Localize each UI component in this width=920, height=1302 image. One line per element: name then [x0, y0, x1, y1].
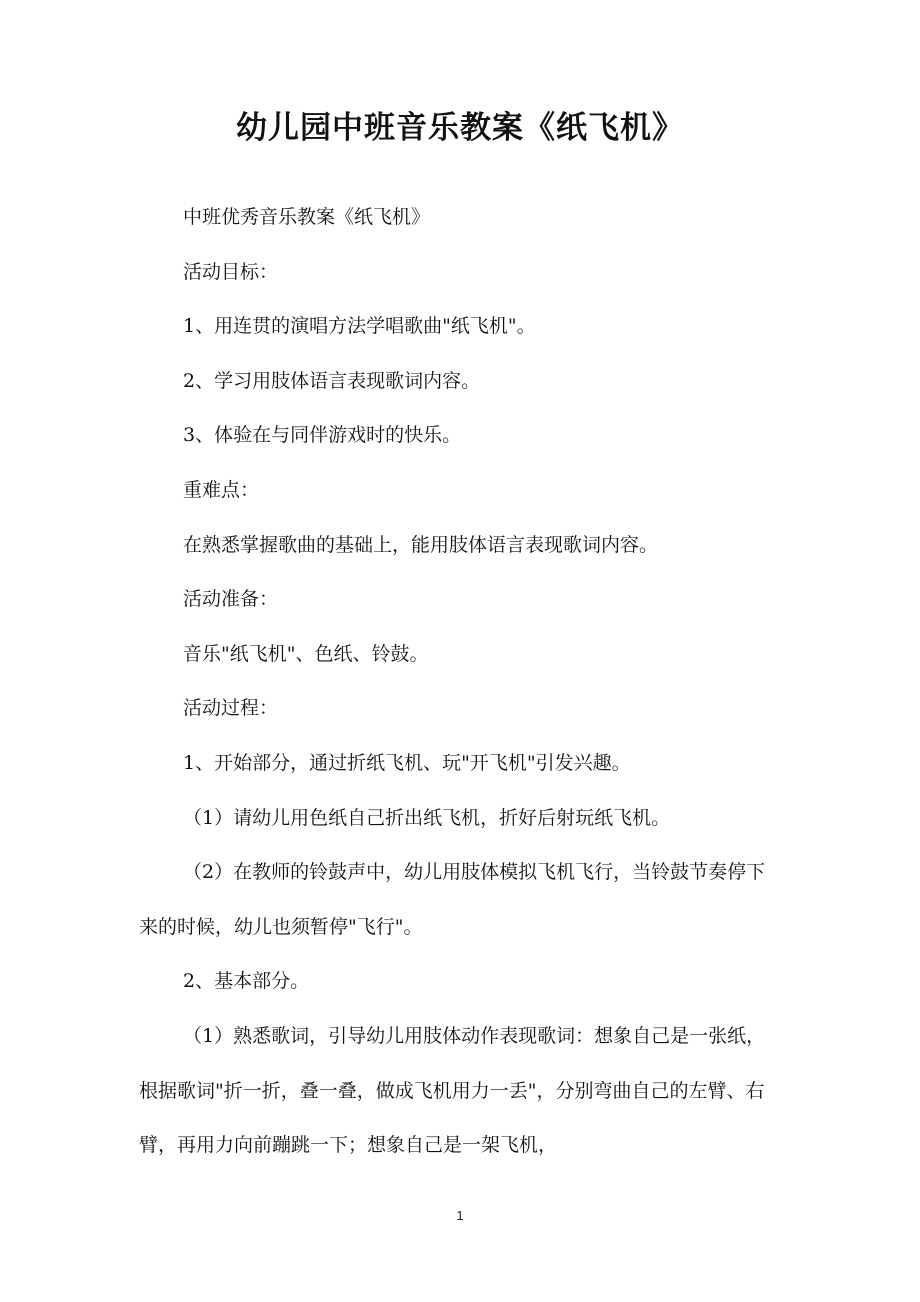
paragraph-process-step-1-1: （1）请幼儿用色纸自己折出纸飞机，折好后射玩纸飞机。	[183, 806, 671, 829]
paragraph-process-step-1: 1、开始部分，通过折纸飞机、玩"开飞机"引发兴趣。	[183, 751, 631, 774]
document-title: 幼儿园中班音乐教案《纸飞机》	[236, 110, 684, 146]
paragraph-process-step-2-1: （1）熟悉歌词，引导幼儿用肢体动作表现歌词：想象自己是一张纸，根据歌词"折一折，叠一叠，做成飞机用力一丢"，分别弯曲自己的左臂、右臂，再用力向前蹦跳一下；想象自己是一架飞机，	[139, 1024, 766, 1157]
paragraph-objective-2: 2、学习用肢体语言表现歌词内容。	[183, 369, 481, 392]
paragraph-objectives-heading: 活动目标：	[183, 260, 279, 283]
paragraph-process-step-2: 2、基本部分。	[183, 970, 310, 993]
paragraph-objective-3: 3、体验在与同伴游戏时的快乐。	[183, 424, 462, 447]
paragraph-subtitle: 中班优秀音乐教案《纸飞机》	[183, 206, 431, 228]
paragraph-process-step-1-2: （2）在教师的铃鼓声中，幼儿用肢体模拟飞机飞行，当铃鼓节奏停下来的时候，幼儿也须暂停"飞行"。	[139, 861, 766, 938]
paragraph-preparation-heading: 活动准备：	[183, 588, 279, 611]
page-number: 1	[456, 1208, 464, 1223]
document-body	[139, 190, 784, 1173]
paragraph-process-heading: 活动过程：	[183, 697, 279, 720]
paragraph-key-points: 在熟悉掌握歌曲的基础上，能用肢体语言表现歌词内容。	[183, 533, 659, 556]
paragraph-preparation: 音乐"纸飞机"、色纸、铃鼓。	[183, 642, 429, 665]
paragraph-key-points-heading: 重难点：	[183, 478, 260, 501]
paragraph-objective-1: 1、用连贯的演唱方法学唱歌曲"纸飞机"。	[183, 315, 536, 338]
